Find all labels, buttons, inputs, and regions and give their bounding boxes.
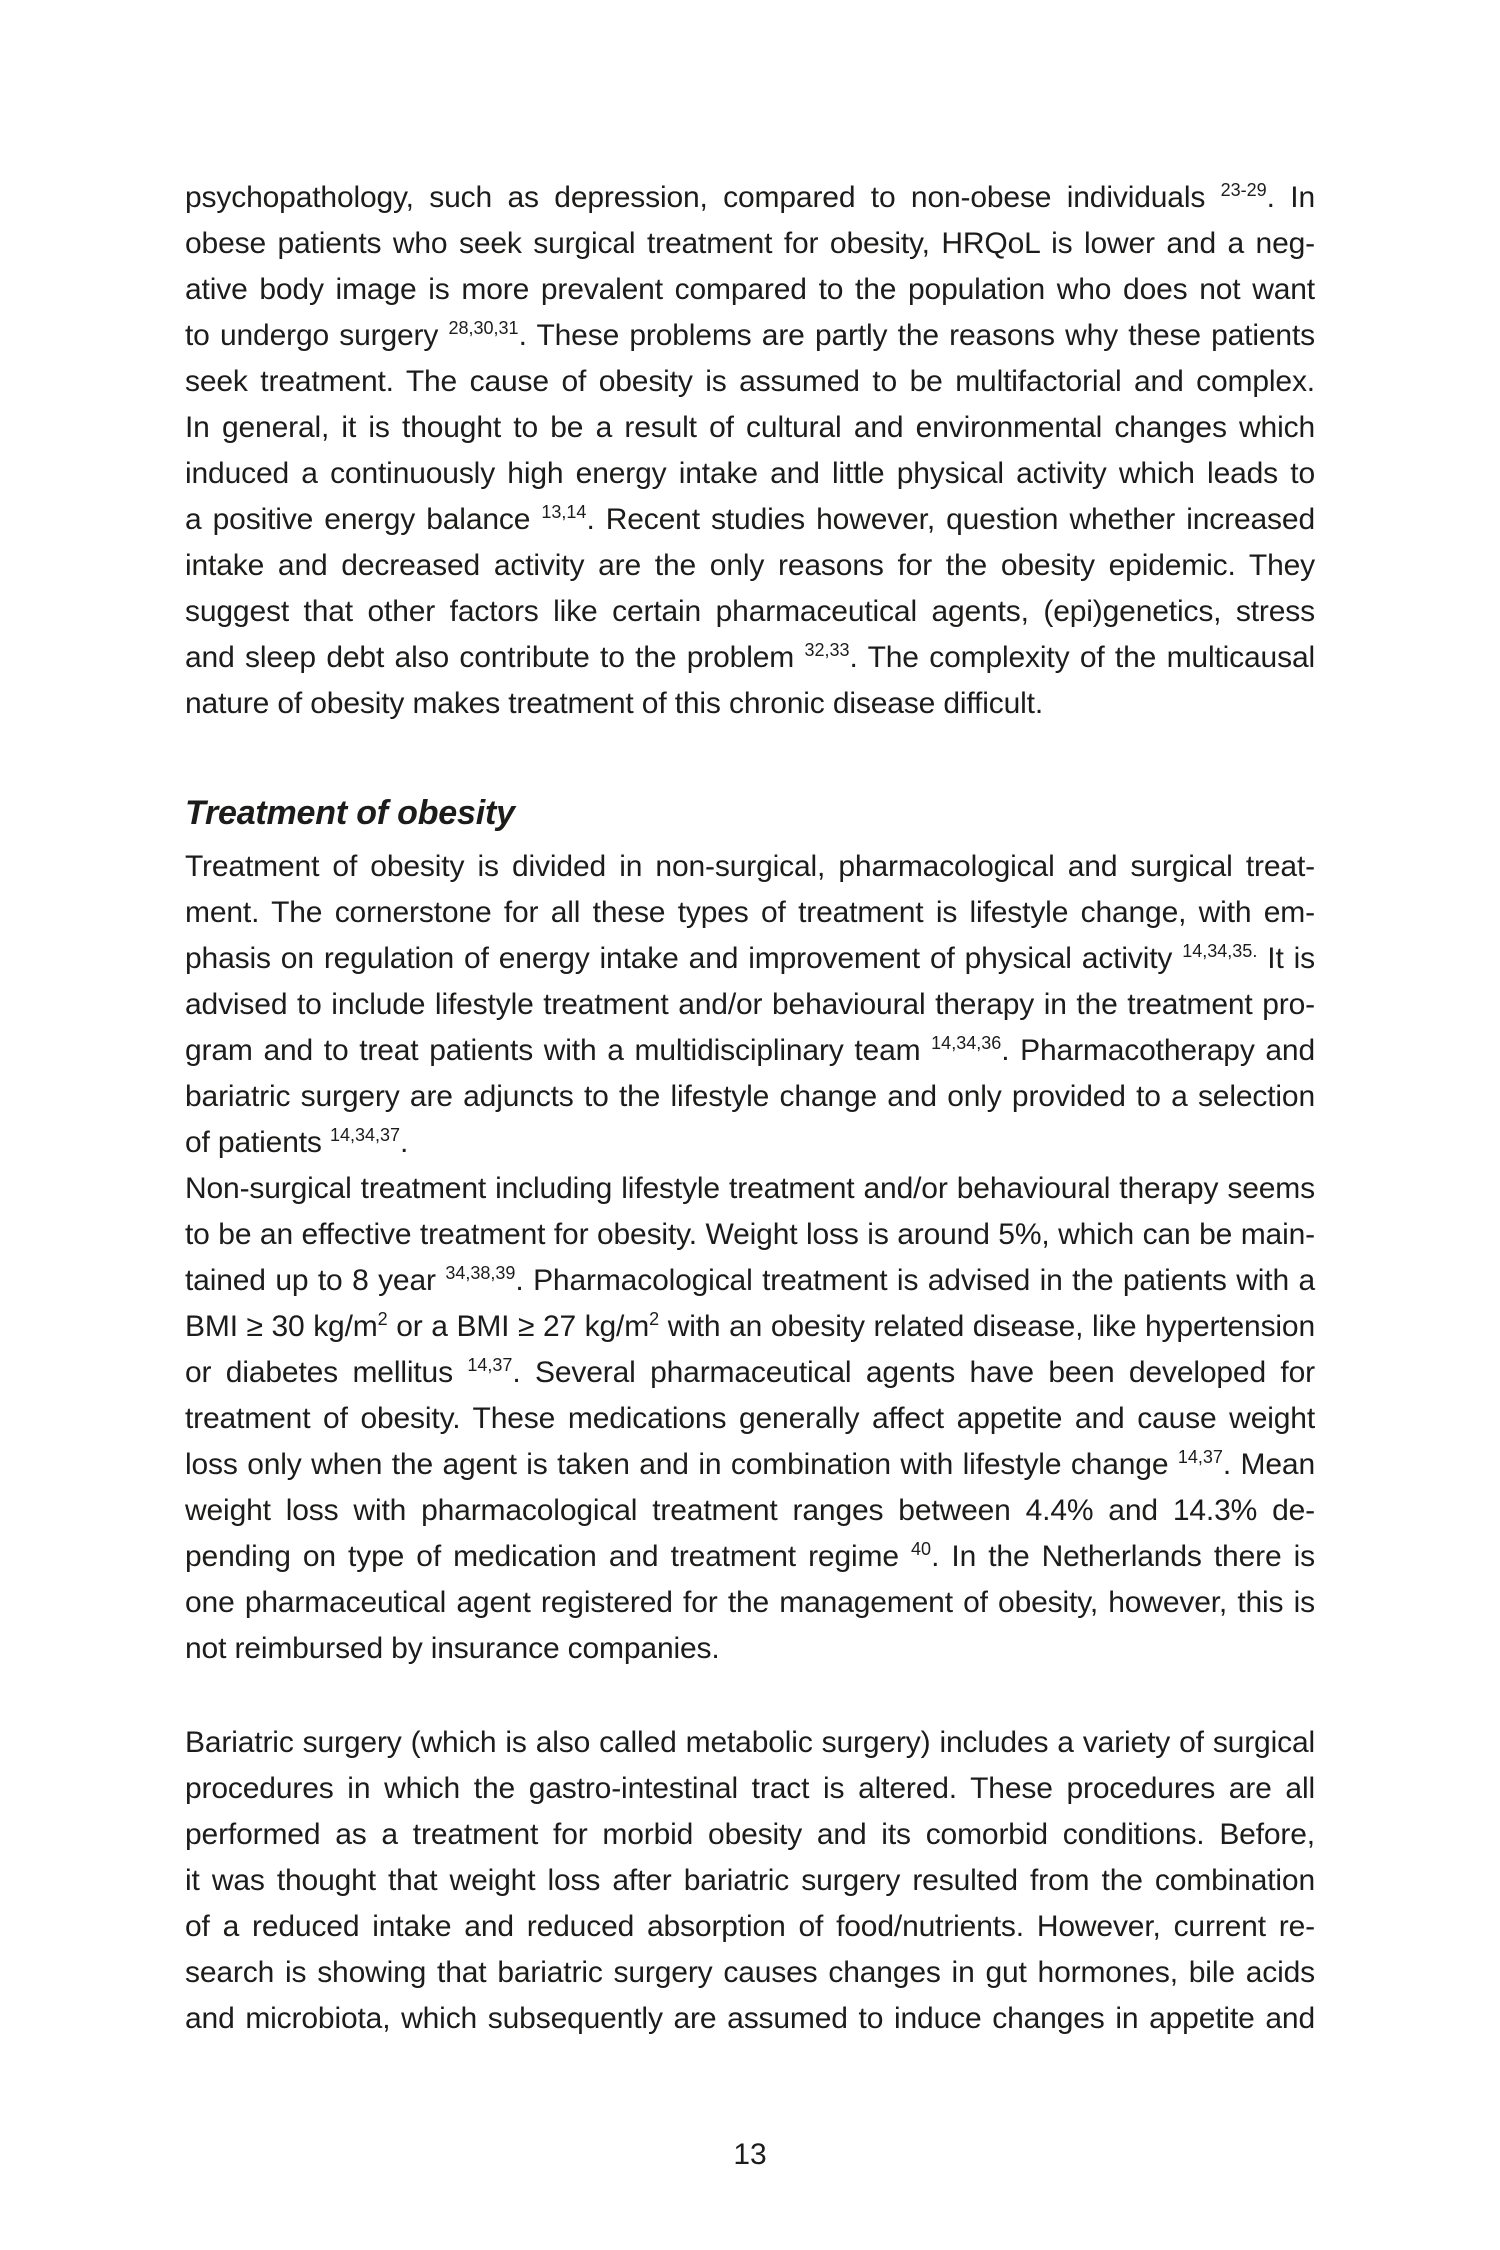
citation-superscript: 13,14 xyxy=(541,502,587,522)
text-block xyxy=(185,175,1315,2042)
paragraph-bariatric-surgery: Bariatric surgery (which is also called metabolic surgery) includes a variety of surgical procedures in which the gastro-intestinal tract is altered. These procedures are all performed as a treatment for morbid obesity and its comorbid conditions. Before, it was thought that weight loss after bariatric surgery resulted from the combination of a reduced intake and reduced absorption of food/nutrients. However, current re- search is showing that bariatric surgery causes changes in gut hormones, bile acids and microbiota, which subsequently are assumed to induce changes in appetite and xyxy=(185,1726,1315,2035)
citation-superscript: 28,30,31 xyxy=(448,318,519,338)
citation-superscript: 14,34,36 xyxy=(931,1033,1002,1053)
citation-superscript: 23-29 xyxy=(1220,180,1267,200)
paragraph-treatment-overview: Treatment of obesity is divided in non-surgical, pharmacological and surgical treat- ment. The cornerstone for all these types of treatment is lifestyle change, with em- phasis on regulation of energy intake and improvement of physical activity $^{14,34,35.}$ It is advised to include lifestyle treatment and/or behavioural therapy in the treatment pro- gram and to treat patients with a multidisciplinary team $^{14,34,36}$. Pharmacotherapy and bariatric surgery are adjuncts to the lifestyle change and only provided to a selection of patients $^{14,34,37}$. xyxy=(185,850,1316,1159)
citation-superscript: 2 xyxy=(377,1309,388,1329)
citation-superscript: 32,33 xyxy=(804,640,850,660)
section-heading-treatment-of-obesity: Treatment of obesity xyxy=(185,794,515,832)
citation-superscript: 14,37 xyxy=(1177,1447,1223,1467)
paragraph-obesity-causes: psychopathology, such as depression, compared to non-obese individuals $^{23-29}$. In obese patients who seek surgical treatment for obesity, HRQoL is lower and a neg- ative body image is more prevalent compared to the population who does not want to undergo surgery $^{28,30,31}$. These problems are partly the reasons why these patients seek treatment. The cause of obesity is assumed to be multifactorial and complex. In general, it is thought to be a result of cultural and environmental changes which induced a continuously high energy intake and little physical activity which leads to a positive energy balance $^{13,14}$. Recent studies however, question whether increased intake and decreased activity are the only reasons for the obesity epidemic. They suggest that other factors like certain pharmaceutical agents, (epi)genetics, stress and sleep debt also contribute to the problem $^{32,33}$. The complexity of the multicausal nature of obesity makes treatment of this chronic disease difficult. xyxy=(185,180,1315,720)
citation-superscript: 14,34,37 xyxy=(329,1125,401,1145)
citation-superscript: 40 xyxy=(911,1539,932,1559)
citation-superscript: 14,37 xyxy=(467,1355,513,1375)
paragraph-nonsurgical-pharmacological-treatment: Non-surgical treatment including lifestyle treatment and/or behavioural therapy seems to be an effective treatment for obesity. Weight loss is around 5%, which can be main- tained up to 8 year $^{34,38,39}$. Pharmacological treatment is advised in the patients with a BMI ≥ 30 $kg/m^2$ or a BMI ≥ 27 $kg/m^2$ with an obesity related disease, like hypertension or diabetes mellitus $^{14,37}$. Several pharmaceutical agents have been developed for treatment of obesity. These medications generally affect appetite and cause weight loss only when the agent is taken and in combination with lifestyle change $^{14,37}$. Mean weight loss with pharmacological treatment ranges between 4.4% and 14.3% de- pending on type of medication and treatment regime $^{40}$. In the Netherlands there is one pharmaceutical agent registered for the management of obesity, however, this is not reimbursed by insurance companies. xyxy=(185,1172,1316,1665)
citation-superscript: 2 xyxy=(649,1309,660,1329)
citation-superscript: 34,38,39 xyxy=(445,1263,516,1283)
citation-superscript: 14,34,35. xyxy=(1182,941,1258,961)
page-number: 13 xyxy=(733,2138,767,2171)
